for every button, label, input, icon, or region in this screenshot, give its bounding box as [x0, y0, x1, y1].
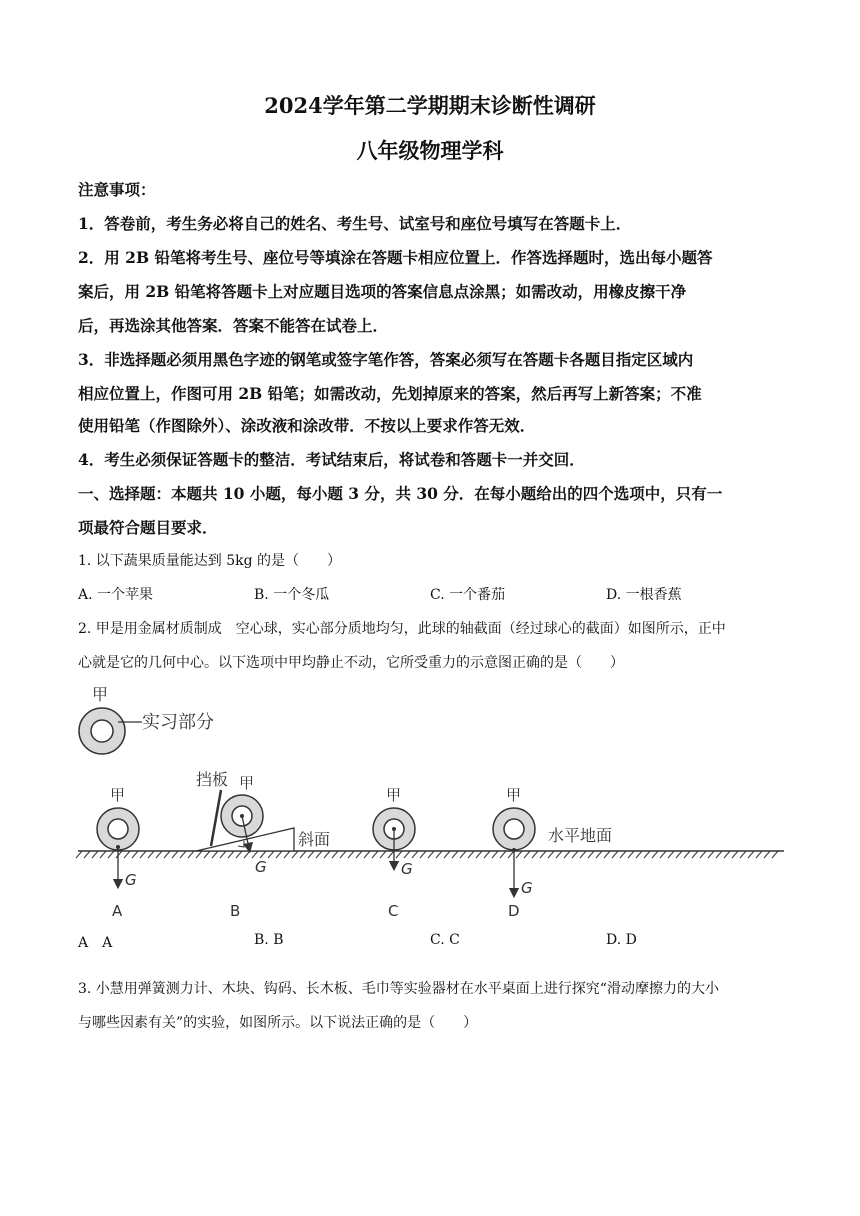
q2-option-a: A A — [78, 935, 113, 951]
force-label-a: G — [125, 871, 137, 889]
notice-heading: 注意事项： — [78, 180, 156, 199]
question-3-stem: 与哪些因素有关”的实验，如图所示。以下说法正确的是（ ） — [78, 1015, 478, 1031]
notice-line: 案后，用 2B 铅笔将答题卡上对应题目选项的答案信息点涂黑；如需改动，用橡皮擦干净 — [78, 282, 687, 301]
question-2-stem: 心就是它的几何中心。以下选项中甲均静止不动，它所受重力的示意图正确的是（ ） — [78, 655, 624, 671]
ground-hatching — [76, 851, 778, 858]
page-title: 2024学年第二学期期末诊断性调研 — [264, 93, 596, 118]
option-letter-d: D — [508, 902, 520, 920]
ball-label-b: 甲 — [239, 774, 255, 792]
notice-line: 4．考生必须保证答题卡的整洁．考试结束后，将试卷和答题卡一并交回． — [78, 450, 585, 469]
question-3-stem: 3. 小慧用弹簧测力计、木块、钩码、长木板、毛巾等实验器材在水平桌面上进行探究“滑动摩擦力的大小 — [78, 981, 719, 997]
question-2-stem: 2. 甲是用金属材质制成 空心球，实心部分质地均匀，此球的轴截面（经过球心的截面）如图所示，正中 — [78, 621, 726, 637]
q1-option-d: D. 一根香蕉 — [606, 587, 682, 603]
option-letter-b: B — [230, 902, 241, 920]
board-label: 挡板 — [196, 770, 229, 789]
board — [211, 790, 221, 846]
ground-label: 水平地面 — [548, 826, 613, 845]
ball-d-hollow — [504, 819, 524, 839]
q1-option-c: C. 一个番茄 — [430, 587, 506, 603]
notice-line: 1．答卷前，考生务必将自己的姓名、考生号、试室号和座位号填写在答题卡上． — [78, 214, 632, 233]
notice-line: 后，再选涂其他答案．答案不能答在试卷上． — [78, 316, 389, 335]
page-subtitle: 八年级物理学科 — [356, 138, 504, 163]
ball-label-c: 甲 — [386, 786, 402, 804]
force-label-c: G — [401, 860, 413, 878]
q2-option-b: B. B — [254, 932, 284, 948]
slope-label: 斜面 — [298, 830, 331, 849]
section-heading: 项最符合题目要求． — [78, 518, 218, 537]
top-ball-label: 甲 — [92, 685, 109, 704]
section-heading: 一、选择题：本题共 10 小题，每小题 3 分，共 30 分．在每小题给出的四个选项中，只有一 — [78, 484, 723, 503]
ball-a-hollow — [108, 819, 128, 839]
notice-line: 3．非选择题必须用黑色字迹的钢笔或签字笔作答，答案必须写在答题卡各题目指定区域内 — [78, 350, 694, 369]
solid-part-label: 实习部分 — [142, 712, 214, 733]
option-letter-c: C — [388, 902, 399, 920]
ball-label-d: 甲 — [506, 786, 522, 804]
notice-line: 2．用 2B 铅笔将考生号、座位号等填涂在答题卡相应位置上．作答选择题时，选出每小题答 — [78, 248, 713, 267]
q2-option-c: C. C — [430, 932, 460, 948]
force-label-d: G — [521, 879, 533, 897]
q1-option-b: B. 一个冬瓜 — [254, 587, 330, 603]
force-label-b: G — [255, 858, 267, 876]
notice-line: 使用铅笔（作图除外）、涂改液和涂改带．不按以上要求作答无效． — [78, 416, 536, 435]
cross-section-hollow — [91, 720, 113, 742]
option-letter-a: A — [112, 902, 123, 920]
q2-option-d: D. D — [606, 932, 637, 948]
notice-line: 相应位置上，作图可用 2B 铅笔；如需改动，先划掉原来的答案，然后再写上新答案；不准 — [78, 384, 702, 403]
question-1-stem: 1. 以下蔬果质量能达到 5kg 的是（ ） — [78, 553, 342, 569]
ball-label-a: 甲 — [110, 786, 126, 804]
q1-option-a: A. 一个苹果 — [78, 587, 154, 603]
